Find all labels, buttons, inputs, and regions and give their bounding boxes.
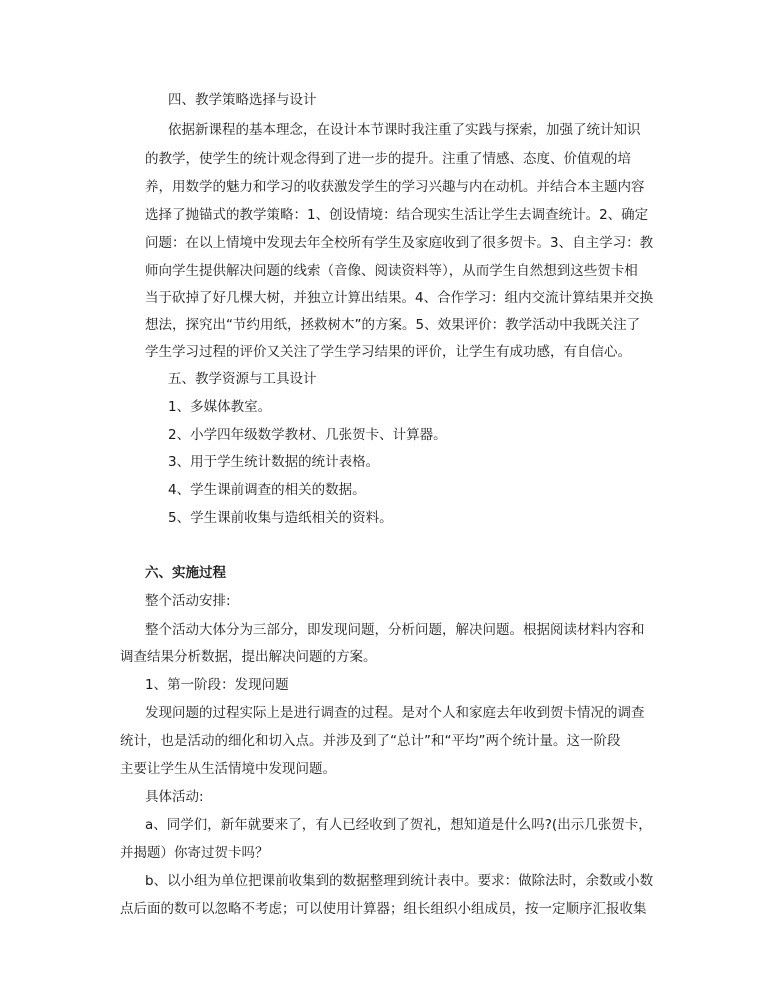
paragraph-line: 选择了抛锚式的教学策略：1、创设情境：结合现实生活让学生去调查统计。2、确定: [145, 207, 649, 223]
paragraph-line: 主要让学生从生活情境中发现问题。: [120, 761, 336, 777]
paragraph-line: 当于砍掉了好几棵大树，并独立计算出结果。4、合作学习：组内交流计算结果并交换: [145, 290, 654, 306]
paragraph-line: 养，用数学的魅力和学习的收获激发学生的学习兴趣与内在动机。并结合本主题内容: [145, 179, 645, 195]
paragraph-line: 问题：在以上情境中发现去年全校所有学生及家庭收到了很多贺卡。3、自主学习：教: [145, 235, 654, 251]
paragraph-line: 想法，探究出“节约用纸，拯救树木”的方案。5、效果评价：教学活动中我既关注了: [145, 317, 641, 333]
stage-1-heading: 1、第一阶段：发现问题: [145, 677, 289, 693]
section-4-heading: 四、教学策略选择与设计: [168, 92, 317, 108]
paragraph-line: 整个活动大体分为三部分，即发现问题，分析问题，解决问题。根据阅读材料内容和: [145, 622, 645, 638]
paragraph-line: 统计，也是活动的细化和切入点。并涉及到了“总计”和“平均”两个统计量。这一阶段: [120, 733, 621, 749]
paragraph-line: 的教学，使学生的统计观念得到了进一步的提升。注重了情感、态度、价值观的培: [145, 151, 631, 167]
arrangement-label: 整个活动安排:: [145, 593, 231, 609]
activity-b-line: b、以小组为单位把课前收集到的数据整理到统计表中。要求：做除法时，余数或小数: [145, 873, 654, 889]
list-item: 3、用于学生统计数据的统计表格。: [168, 454, 380, 470]
activity-a-line: 并揭题）你寄过贺卡吗？: [120, 845, 269, 861]
section-6-heading: 六、实施过程: [145, 565, 226, 581]
paragraph-line: 发现问题的过程实际上是进行调查的过程。是对个人和家庭去年收到贺卡情况的调查: [145, 705, 645, 721]
section-5-heading: 五、教学资源与工具设计: [168, 371, 317, 387]
list-item: 2、小学四年级数学教材、几张贺卡、计算器。: [168, 427, 447, 443]
paragraph-line: 依据新课程的基本理念，在设计本节课时我注重了实践与探索，加强了统计知识: [168, 122, 641, 138]
activity-a-line: a、同学们，新年就要来了，有人已经收到了贺礼，想知道是什么吗?(出示几张贺卡，: [145, 817, 652, 833]
list-item: 5、学生课前收集与造纸相关的资料。: [168, 510, 393, 526]
list-item: 1、多媒体教室。: [168, 399, 272, 415]
paragraph-line: 师向学生提供解决问题的线索（音像、阅读资料等），从而学生自然想到这些贺卡相: [145, 263, 638, 279]
activity-b-line: 点后面的数可以忽略不考虑；可以使用计算器；组长组织小组成员，按一定顺序汇报收集: [120, 901, 647, 917]
activities-label: 具体活动:: [145, 789, 204, 805]
list-item: 4、学生课前调查的相关的数据。: [168, 482, 366, 498]
paragraph-line: 学生学习过程的评价又关注了学生学习结果的评价，让学生有成功感，有自信心。: [145, 344, 631, 360]
paragraph-line: 调查结果分析数据，提出解决问题的方案。: [120, 649, 377, 665]
